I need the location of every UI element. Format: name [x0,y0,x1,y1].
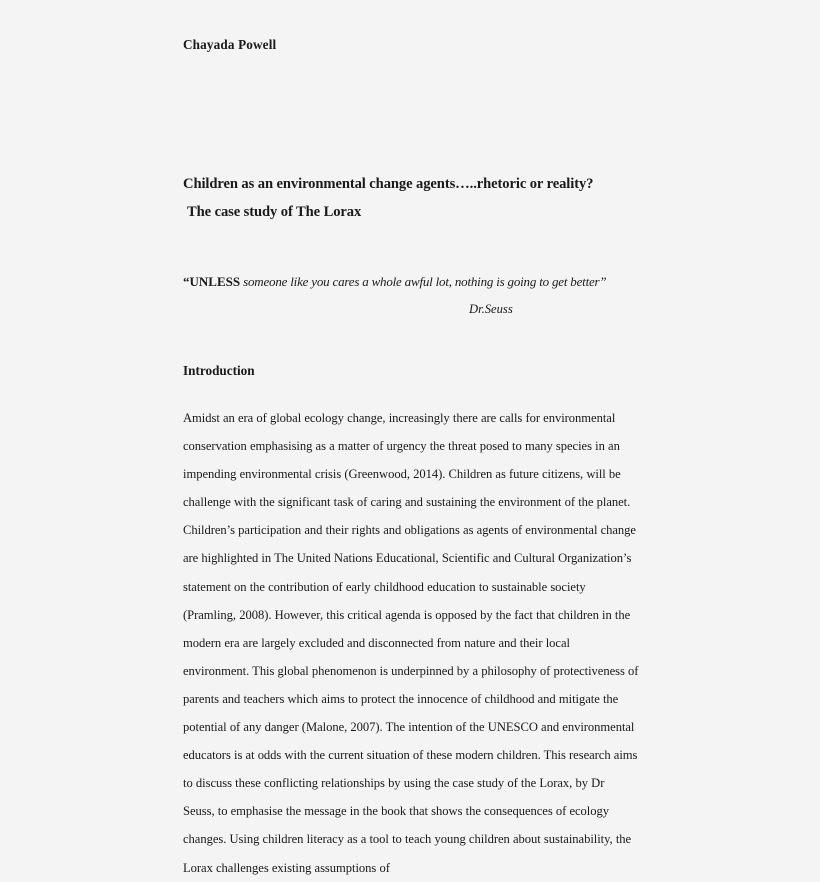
section-heading-introduction: Introduction [183,363,255,378]
document-title [183,170,643,226]
epigraph-quote [183,270,643,294]
title-line-primary: Children as an environmental change agents…..rhetoric or reality? [183,176,594,192]
epigraph-emphasis: “UNLESS [183,274,241,289]
introduction-paragraph: Amidst an era of global ecology change, increasingly there are calls for environmental conservation emphasising as a matter of urgency the threat posed to many species in an impending environmental crisis (Greenwood, 2014). Children as future citizens, will be challenge with the significant task of caring and sustaining the environment of the planet. Children’s participation and their rights and obligations as agents of environmental change are highlighted in The United Nations Educational, Scientific and Cultural Organization’s statement on the contribution of early childhood education to sustainable society (Pramling, 2008). However, this critical agenda is opposed by the fact that children in the modern era are largely excluded and disconnected from nature and their local environment. This global phenomenon is underpinned by a philosophy of protectiveness of parents and teachers which aims to protect the innocence of childhood and mitigate the potential of any danger (Malone, 2007). The intention of the UNESCO and environmental educators is at odds with the current situation of these modern children. This research aims to discuss these conflicting relationships by using the case study of the Lorax, by Dr Seuss, to emphasise the message in the book that shows the consequences of ecology changes. Using children literacy as a tool to teach young children about sustainability, the Lorax challenges existing assumptions of [183,411,639,875]
epigraph-text: someone like you cares a whole awful lot, nothing is going to get better” [240,274,607,289]
author-name: Chayada Powell [183,37,277,52]
title-line-subtitle: The case study of The Lorax [187,204,362,220]
epigraph-attribution: Dr.Seuss [469,302,513,316]
epigraph-block [183,270,643,324]
